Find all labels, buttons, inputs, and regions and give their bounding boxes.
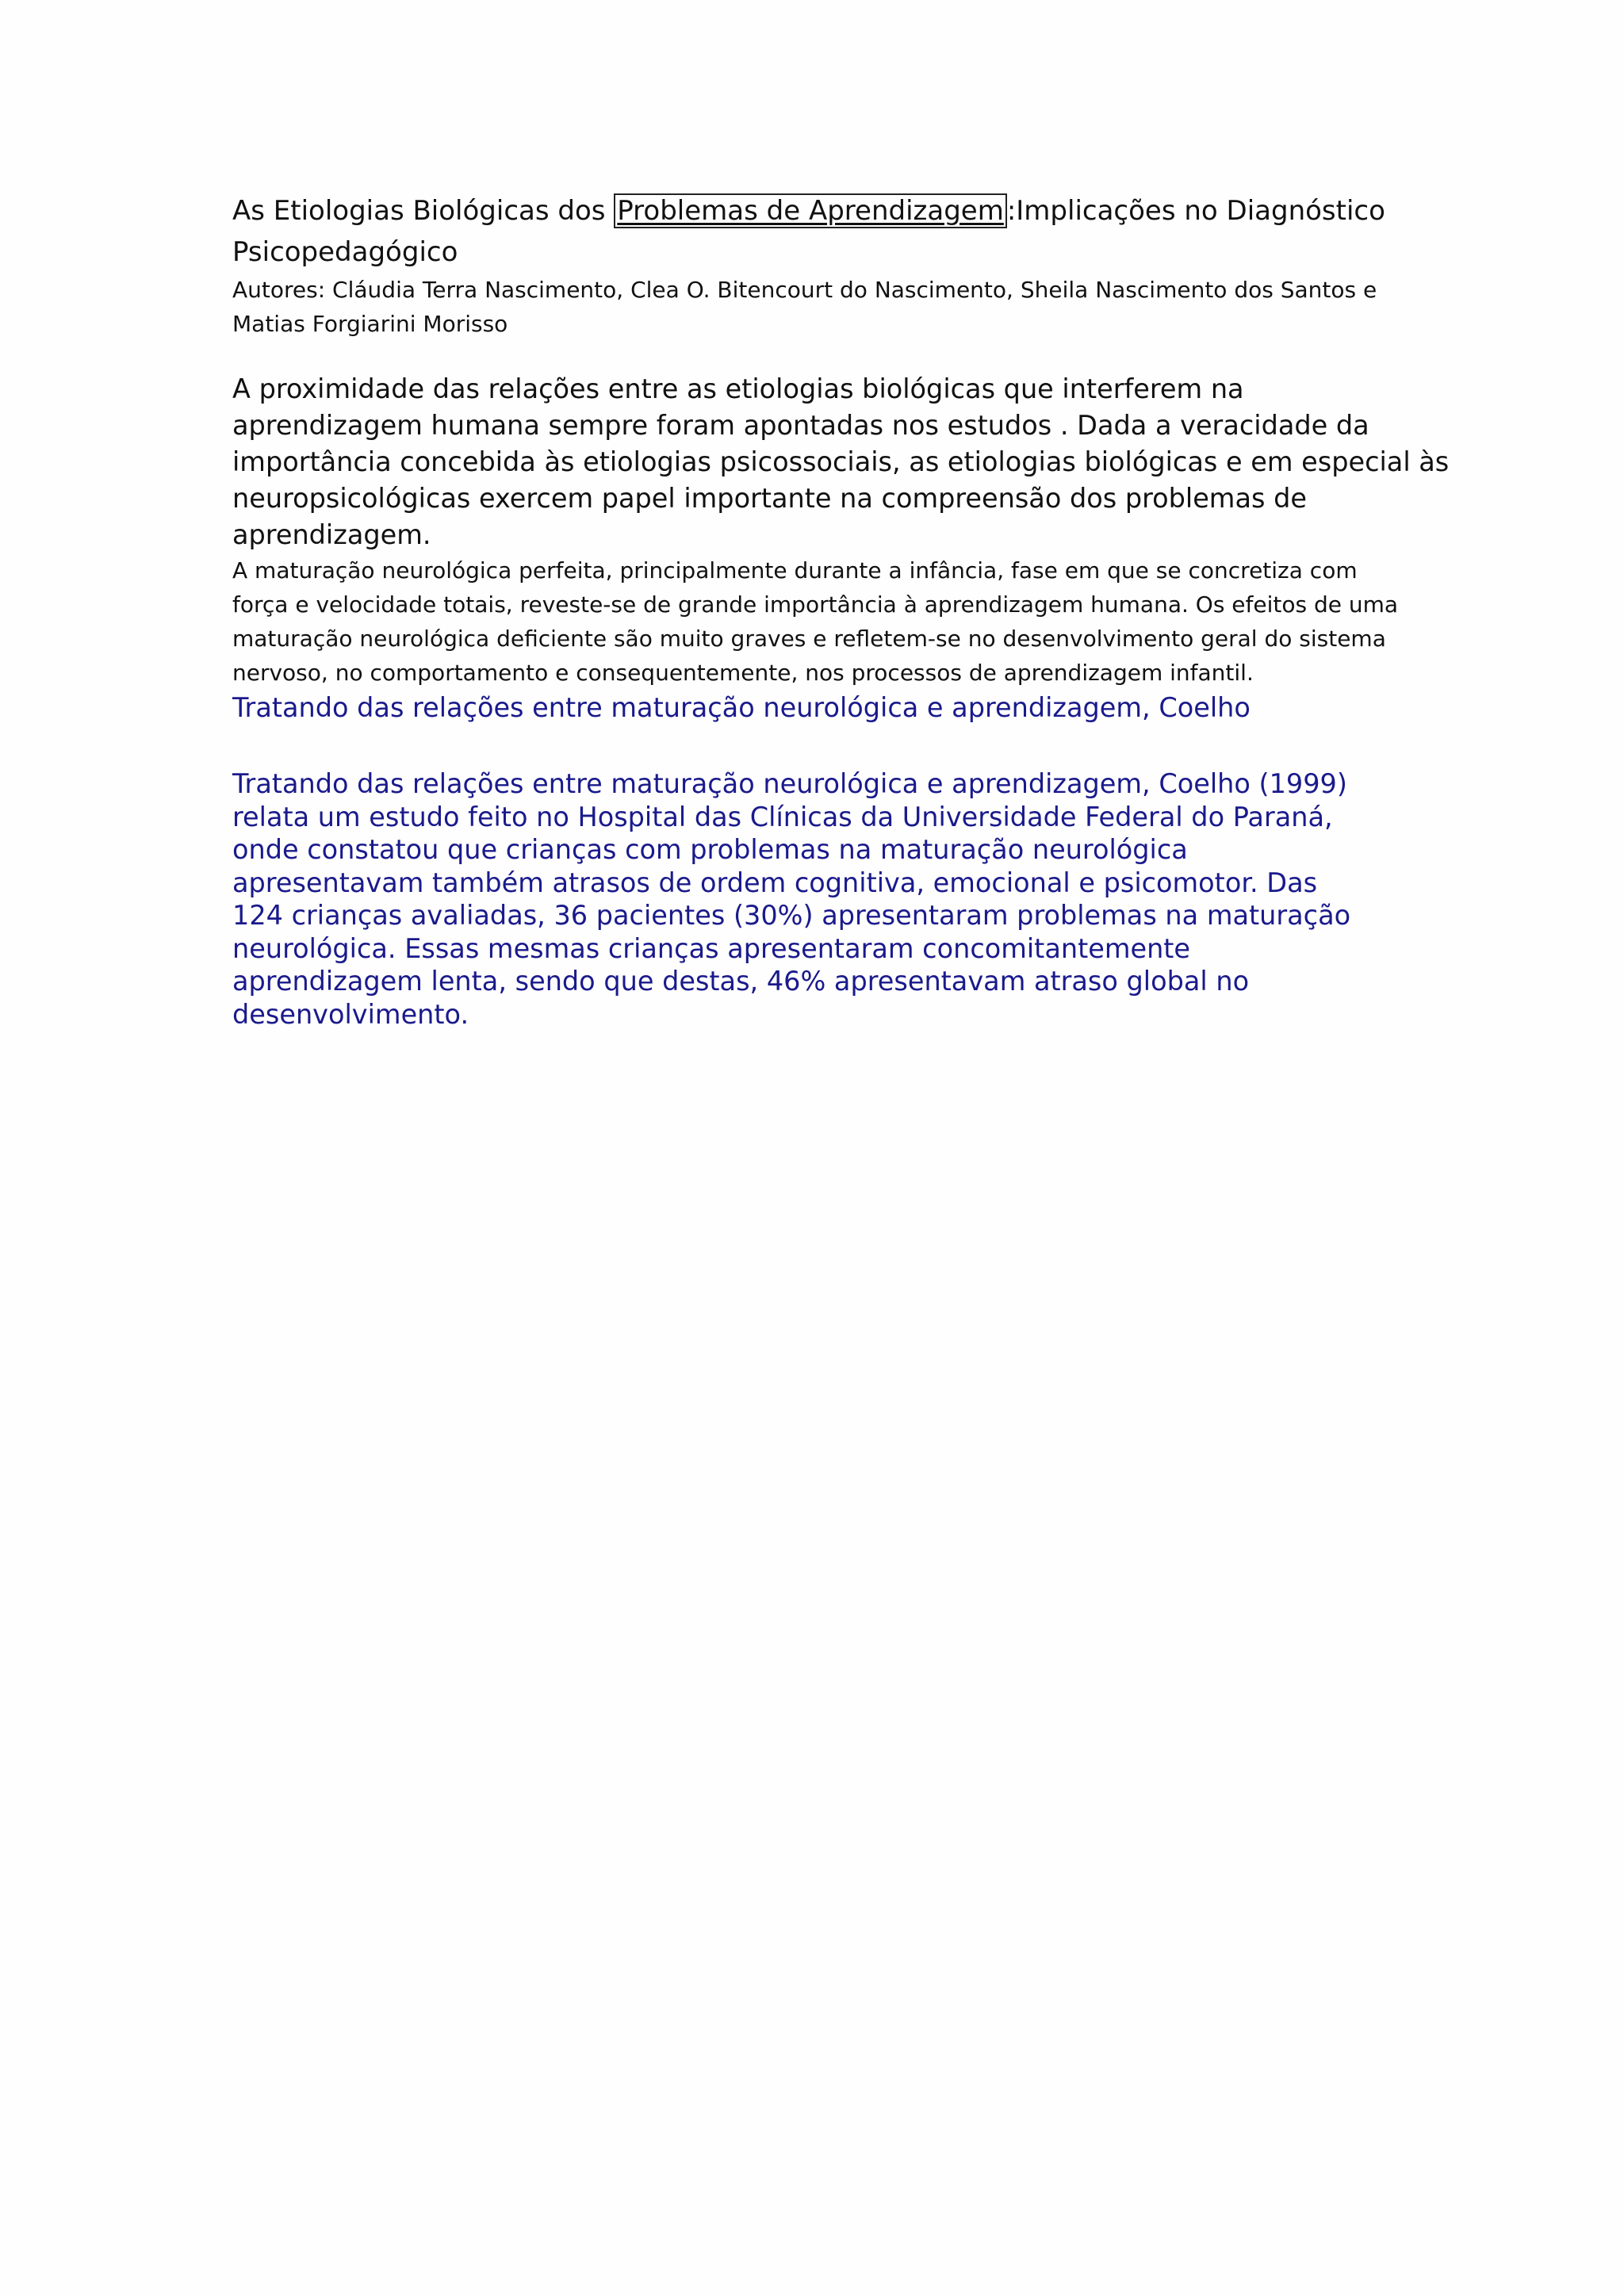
- title-part-2: :Implicações no Diagnóstico: [1006, 195, 1385, 227]
- authors-line: Autores: Cláudia Terra Nascimento, Clea O. Bitencourt do Nascimento, Sheila Nascimento dos Santos e: [232, 277, 1377, 303]
- document-title: [232, 190, 1406, 273]
- title-line-1: [232, 190, 1406, 232]
- paragraph-line: aprendizagem.: [232, 519, 431, 550]
- paragraph-line: maturação neurológica deficiente são muito graves e refletem-se no desenvolvimento geral do sistema: [232, 626, 1386, 652]
- blue-heading-line: Tratando das relações entre maturação neurológica e aprendizagem, Coelho: [232, 692, 1251, 723]
- paragraph-line: importância concebida às etiologias psicossociais, as etiologias biológicas e em especial às: [232, 446, 1450, 477]
- document-content: [232, 190, 1450, 1031]
- title-line-2: Psicopedagógico: [232, 236, 458, 268]
- maturation-paragraph: [232, 553, 1406, 690]
- paragraph-line: neuropsicológicas exercem papel importante na compreensão dos problemas de: [232, 483, 1307, 514]
- authors: [232, 273, 1406, 341]
- paragraph-line: apresentavam também atrasos de ordem cognitiva, emocional e psicomotor. Das: [232, 867, 1318, 898]
- paragraph-line: A maturação neurológica perfeita, principalmente durante a infância, fase em que se concretiza com: [232, 557, 1358, 584]
- paragraph-line: aprendizagem humana sempre foram apontadas nos estudos . Dada a veracidade da: [232, 410, 1369, 441]
- paragraph-line: 124 crianças avaliadas, 36 pacientes (30%) apresentaram problemas na maturação: [232, 900, 1351, 931]
- authors-line: Matias Forgiarini Morisso: [232, 311, 508, 337]
- paragraph-line: relata um estudo feito no Hospital das Clínicas da Universidade Federal do Paraná,: [232, 801, 1333, 832]
- title-part-1: As Etiologias Biológicas dos: [232, 195, 615, 227]
- paragraph-line: onde constatou que crianças com problemas na maturação neurológica: [232, 834, 1188, 865]
- title-highlighted-phrase: Problemas de Aprendizagem: [614, 193, 1007, 228]
- paragraph-line: força e velocidade totais, reveste-se de grande importância à aprendizagem humana. Os efeitos de uma: [232, 591, 1399, 618]
- paragraph-line: nervoso, no comportamento e consequentemente, nos processos de aprendizagem infantil.: [232, 660, 1254, 686]
- paragraph-line: aprendizagem lenta, sendo que destas, 46% apresentavam atraso global no: [232, 966, 1250, 997]
- intro-paragraph: [232, 371, 1450, 553]
- paragraph-line: Tratando das relações entre maturação neurológica e aprendizagem, Coelho (1999): [232, 768, 1347, 799]
- paragraph-line: A proximidade das relações entre as etiologias biológicas que interferem na: [232, 373, 1244, 404]
- paragraph-line: neurológica. Essas mesmas crianças apresentaram concomitantemente: [232, 932, 1191, 964]
- paragraph-line: desenvolvimento.: [232, 998, 469, 1030]
- coelho-study-paragraph: [232, 767, 1406, 1031]
